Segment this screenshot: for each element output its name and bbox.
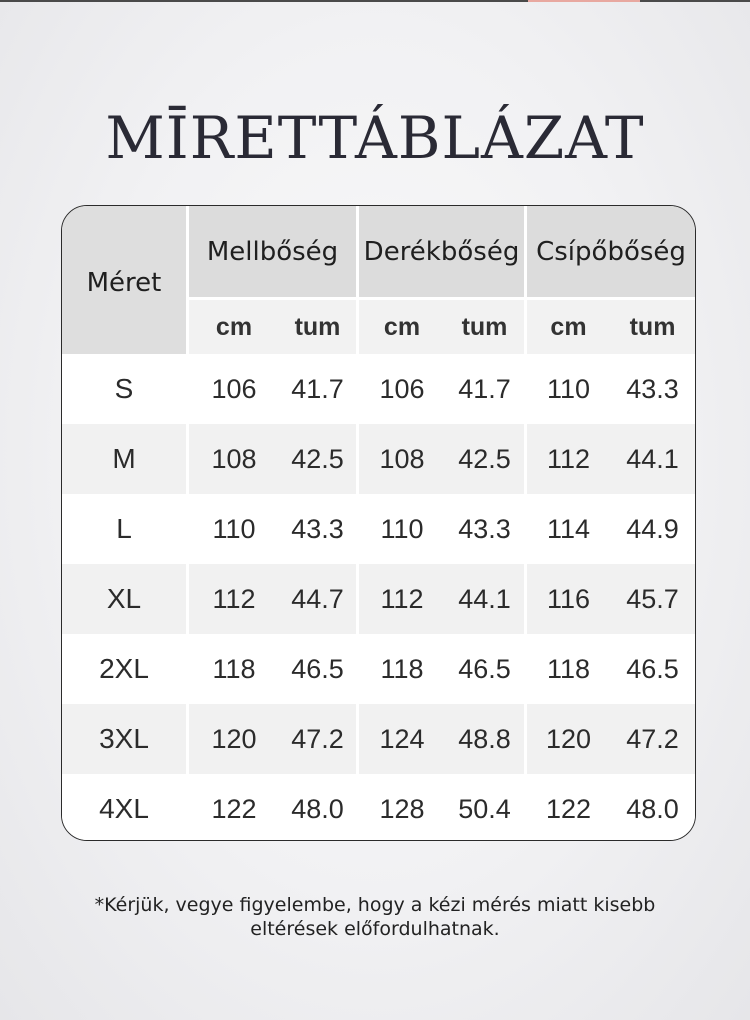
size-cell: M bbox=[62, 424, 189, 494]
size-table-container bbox=[61, 205, 696, 841]
table-row bbox=[62, 354, 695, 424]
cm-value-cell: 110 bbox=[527, 354, 610, 424]
cm-value-cell: 106 bbox=[189, 354, 279, 424]
cm-value-cell: 114 bbox=[527, 494, 610, 564]
unit-header-cm: cm bbox=[189, 297, 279, 354]
inch-value-cell: 47.2 bbox=[279, 704, 359, 774]
cm-value-cell: 112 bbox=[189, 564, 279, 634]
inch-value-cell: 44.1 bbox=[610, 424, 695, 494]
hip-group-header: Csípőbőség bbox=[527, 206, 695, 297]
table-row bbox=[62, 774, 695, 841]
inch-value-cell: 44.1 bbox=[445, 564, 527, 634]
table-row bbox=[62, 564, 695, 634]
cm-value-cell: 116 bbox=[527, 564, 610, 634]
table-row bbox=[62, 494, 695, 564]
page-title: MĪRETTÁBLÁZAT bbox=[105, 104, 645, 172]
inch-value-cell: 44.9 bbox=[610, 494, 695, 564]
cm-value-cell: 108 bbox=[359, 424, 445, 494]
cm-value-cell: 120 bbox=[527, 704, 610, 774]
size-cell: 2XL bbox=[62, 634, 189, 704]
inch-value-cell: 41.7 bbox=[445, 354, 527, 424]
cm-value-cell: 118 bbox=[359, 634, 445, 704]
inch-value-cell: 42.5 bbox=[445, 424, 527, 494]
size-table bbox=[62, 206, 695, 841]
inch-value-cell: 43.3 bbox=[610, 354, 695, 424]
cm-value-cell: 124 bbox=[359, 704, 445, 774]
unit-header-cm: cm bbox=[359, 297, 445, 354]
measurement-note bbox=[0, 893, 750, 941]
cm-value-cell: 122 bbox=[189, 774, 279, 841]
cm-value-cell: 112 bbox=[359, 564, 445, 634]
inch-value-cell: 41.7 bbox=[279, 354, 359, 424]
cm-value-cell: 106 bbox=[359, 354, 445, 424]
table-row bbox=[62, 634, 695, 704]
cm-value-cell: 110 bbox=[189, 494, 279, 564]
inch-value-cell: 43.3 bbox=[445, 494, 527, 564]
table-row bbox=[62, 424, 695, 494]
inch-value-cell: 47.2 bbox=[610, 704, 695, 774]
cm-value-cell: 112 bbox=[527, 424, 610, 494]
size-cell: 4XL bbox=[62, 774, 189, 841]
top-accent-line bbox=[528, 0, 640, 2]
inch-value-cell: 44.7 bbox=[279, 564, 359, 634]
size-cell: L bbox=[62, 494, 189, 564]
size-column-header: Méret bbox=[62, 206, 189, 354]
cm-value-cell: 108 bbox=[189, 424, 279, 494]
inch-value-cell: 46.5 bbox=[445, 634, 527, 704]
inch-value-cell: 45.7 bbox=[610, 564, 695, 634]
inch-value-cell: 46.5 bbox=[610, 634, 695, 704]
unit-header-inch: tum bbox=[279, 297, 359, 354]
cm-value-cell: 120 bbox=[189, 704, 279, 774]
header-row-groups bbox=[62, 206, 695, 297]
size-cell: S bbox=[62, 354, 189, 424]
size-cell: 3XL bbox=[62, 704, 189, 774]
inch-value-cell: 43.3 bbox=[279, 494, 359, 564]
table-row bbox=[62, 704, 695, 774]
cm-value-cell: 110 bbox=[359, 494, 445, 564]
cm-value-cell: 128 bbox=[359, 774, 445, 841]
inch-value-cell: 48.0 bbox=[610, 774, 695, 841]
cm-value-cell: 118 bbox=[189, 634, 279, 704]
inch-value-cell: 48.0 bbox=[279, 774, 359, 841]
note-line-1: *Kérjük, vegye figyelembe, hogy a kézi mérés miatt kisebb bbox=[94, 894, 656, 916]
unit-header-inch: tum bbox=[610, 297, 695, 354]
unit-header-inch: tum bbox=[445, 297, 527, 354]
note-line-2: eltérések előfordulhatnak. bbox=[250, 918, 500, 940]
inch-value-cell: 50.4 bbox=[445, 774, 527, 841]
chest-group-header: Mellbőség bbox=[189, 206, 359, 297]
cm-value-cell: 122 bbox=[527, 774, 610, 841]
waist-group-header: Derékbőség bbox=[359, 206, 527, 297]
inch-value-cell: 42.5 bbox=[279, 424, 359, 494]
unit-header-cm: cm bbox=[527, 297, 610, 354]
inch-value-cell: 46.5 bbox=[279, 634, 359, 704]
inch-value-cell: 48.8 bbox=[445, 704, 527, 774]
size-table-body bbox=[62, 354, 695, 841]
cm-value-cell: 118 bbox=[527, 634, 610, 704]
size-cell: XL bbox=[62, 564, 189, 634]
